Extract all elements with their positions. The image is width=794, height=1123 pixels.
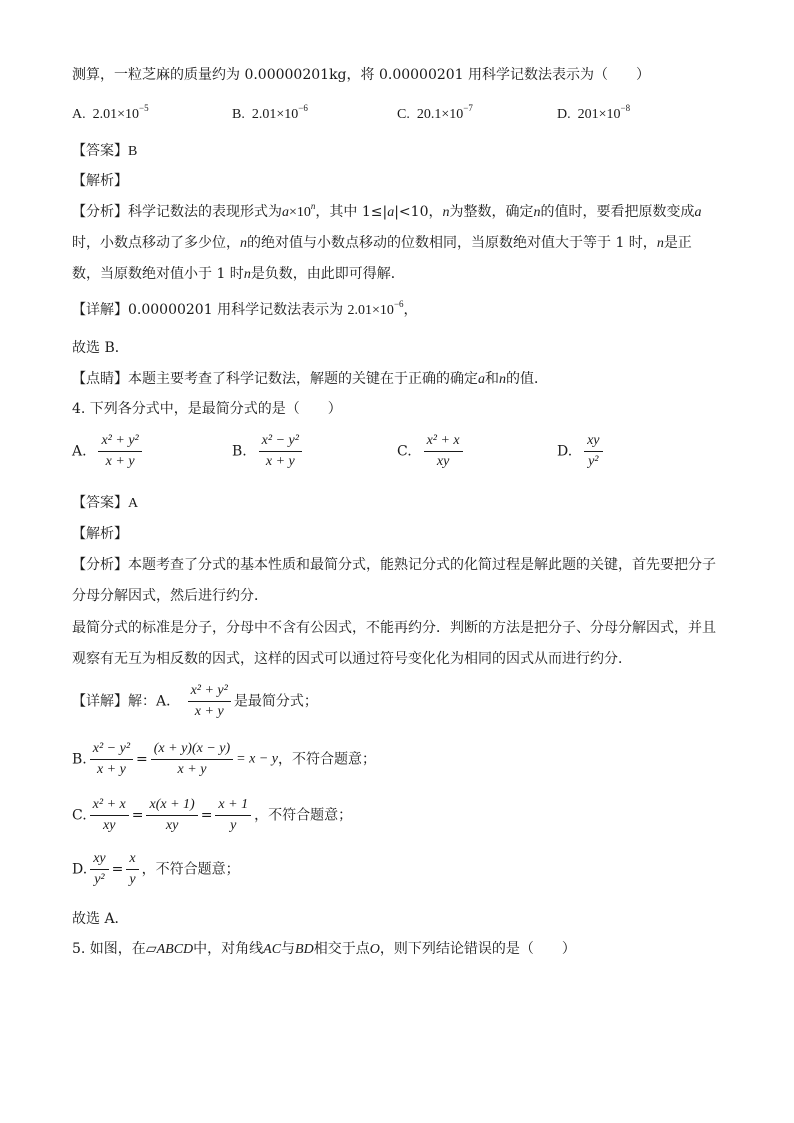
q4-xiangjie-c: C. $\frac{\text{x² + x}}{xy}$ = $\frac{x(x + 1)}{xy}$ = $\frac{x + 1}{y}$ ，不符合题意；: [72, 797, 353, 833]
q4-fenxi-line2: 分母分解因式，然后进行约分．: [72, 588, 268, 604]
q3-option-b: B. $2.01\times 10^{-6}$: [232, 103, 308, 122]
q3-option-a: A. $2.01\times 10^{-5}$: [72, 103, 149, 122]
q3-option-d: D. $201\times 10^{-8}$: [557, 103, 631, 122]
q4-xiangjie-b: B. $\frac{\text{x² − y²}}{x + y}$ = $\frac{(x + y)(x - y)}{x + y}$ = x − y，不符合题意；: [72, 741, 376, 777]
q3-fenxi-line1: 【分析】科学记数法的表现形式为$a\times 10^n$，其中 1≤|a|<10，n为整数，确定n的值时，要看把原数变成a: [72, 201, 702, 220]
q3-answer: 【答案】B: [72, 143, 138, 159]
q3-xiangjie: 【详解】0.00000201 用科学记数法表示为 $2.01\times 10^{-6}$，: [72, 299, 418, 318]
q4-options: [72, 432, 722, 478]
q5-stem: 5. 如图，在▱ABCD中，对角线AC与BD相交于点O，则下列结论错误的是（ ）: [72, 941, 576, 957]
q4-xiangjie-d: D. $\frac{xy}{\text{y²}}$ = $\frac{x}{y}$ ，不符合题意；: [72, 851, 240, 887]
q3-fenxi-line3: 数，当原数绝对值小于 1 时n是负数，由此即可得解．: [72, 266, 405, 282]
q3-fenxi-line2: 时，小数点移动了多少位，n的绝对值与小数点移动的位数相同，当原数绝对值大于等于 1 时，n是正: [72, 235, 692, 251]
q4-option-c: C. $\frac{\text{x² + x}}{xy}$: [397, 432, 466, 471]
q3-dianjing: 【点睛】本题主要考查了科学记数法，解题的关键在于正确的确定a和n的值．: [72, 371, 548, 387]
q4-stem: 4. 下列各分式中，是最简分式的是（ ）: [72, 401, 342, 417]
q3-options: [72, 103, 722, 128]
q4-xiangjie-a: 【详解】解：A． $\frac{\text{x² + y²}}{x + y}$ 是最简分式；: [72, 683, 318, 719]
q3-option-c: C. $20.1\times 10^{-7}$: [397, 103, 473, 122]
q3-stem: 测算，一粒芝麻的质量约为 0.00000201kg，将 0.00000201 用科学记数法表示为（ ）: [72, 67, 651, 83]
q4-fenxi-line1: 【分析】本题考查了分式的基本性质和最简分式，能熟记分式的化简过程是解此题的关键，首先要把分子: [72, 557, 716, 573]
q4-answer: 【答案】A: [72, 495, 139, 511]
q4-option-a: A. $\frac{\text{x² + y²}}{x + y}$: [72, 432, 145, 471]
q3-analysis-tag: 【解析】: [72, 173, 128, 189]
q4-option-b: B. $\frac{\text{x² − y²}}{x + y}$: [232, 432, 305, 471]
q4-fenxi-line3: 最简分式的标准是分子，分母中不含有公因式，不能再约分．判断的方法是把分子、分母分解因式，并且: [72, 620, 716, 636]
q4-analysis-tag: 【解析】: [72, 526, 128, 542]
q4-option-d: D. $\frac{xy}{\text{y²}}$: [557, 432, 606, 471]
q4-choose: 故选 A．: [72, 911, 129, 927]
q3-choose: 故选 B．: [72, 340, 129, 356]
q4-fenxi-line4: 观察有无互为相反数的因式，这样的因式可以通过符号变化化为相同的因式从而进行约分．: [72, 651, 632, 667]
